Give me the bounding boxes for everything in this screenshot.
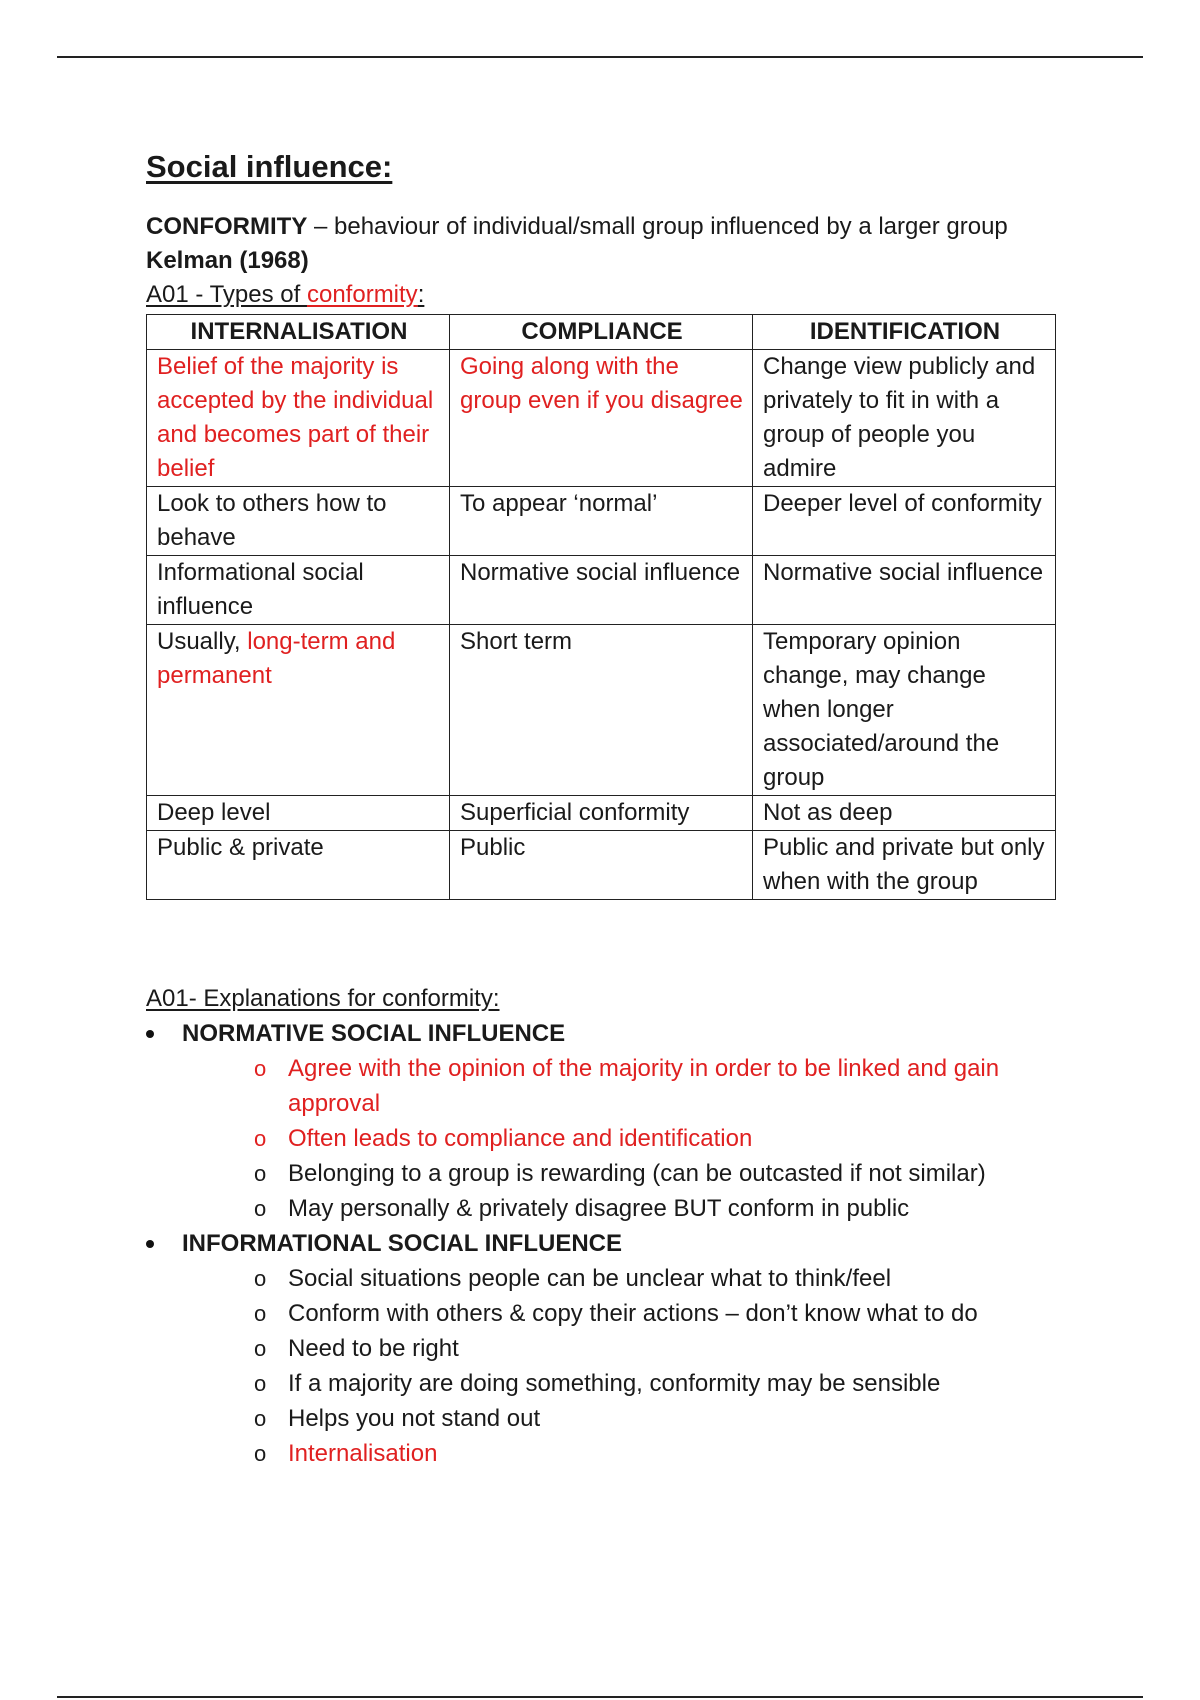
kelman-reference: Kelman (1968): [146, 247, 309, 274]
table-cell: Going along with the group even if you disagree: [450, 350, 753, 487]
table-cell: [147, 625, 450, 796]
table-cell: Public & private: [147, 831, 450, 900]
types-heading-red: conformity: [306, 281, 418, 308]
table-cell: Deep level: [147, 796, 450, 831]
bullet-icon: [146, 1240, 154, 1248]
table-header-row: [147, 315, 1056, 350]
list-item-text: Need to be right: [288, 1335, 459, 1362]
list-item-text: Helps you not stand out: [288, 1405, 541, 1432]
list-item-text: If a majority are doing something, conformity may be sensible: [288, 1370, 941, 1397]
circle-bullet-icon: o: [254, 1266, 267, 1291]
table-cell: Public: [450, 831, 753, 900]
table-cell-text: Usually,: [157, 628, 248, 655]
types-heading-suffix: :: [417, 281, 425, 308]
table-cell: Normative social influence: [450, 556, 753, 625]
table-cell: Belief of the majority is accepted by the individual and becomes part of their belief: [147, 350, 450, 487]
list-item: [254, 1261, 1066, 1296]
footer-rule: [57, 1696, 1143, 1698]
list-item-normative: [146, 1016, 1066, 1226]
circle-bullet-icon: o: [254, 1126, 267, 1151]
table-cell: Not as deep: [753, 796, 1056, 831]
list-item: [254, 1436, 1066, 1471]
normative-label: NORMATIVE SOCIAL INFLUENCE: [182, 1020, 566, 1047]
list-item-text: Agree with the opinion of the majority in order to be linked and gain approval: [288, 1055, 1000, 1117]
circle-bullet-icon: o: [254, 1406, 267, 1431]
conformity-definition-text: – behaviour of individual/small group influenced by a larger group: [307, 213, 1008, 240]
table-cell: Informational social influence: [147, 556, 450, 625]
list-item-text: Often leads to compliance and identification: [288, 1125, 753, 1152]
circle-bullet-icon: o: [254, 1371, 267, 1396]
list-item-text: Belonging to a group is rewarding (can be outcasted if not similar): [288, 1160, 986, 1187]
list-item-text: Social situations people can be unclear what to think/feel: [288, 1265, 892, 1292]
types-heading: [146, 278, 1066, 312]
table-cell: Change view publicly and privately to fit in with a group of people you admire: [753, 350, 1056, 487]
list-item: [254, 1366, 1066, 1401]
spacer: [146, 900, 1066, 982]
document-page: [146, 146, 1066, 1471]
list-item: [254, 1401, 1066, 1436]
table-row: [147, 487, 1056, 556]
page-title: Social influence:: [146, 149, 393, 184]
list-item: [254, 1331, 1066, 1366]
explanations-heading: A01- Explanations for conformity:: [146, 985, 500, 1012]
circle-bullet-icon: o: [254, 1196, 267, 1221]
informational-label: INFORMATIONAL SOCIAL INFLUENCE: [182, 1230, 622, 1257]
table-cell: Short term: [450, 625, 753, 796]
circle-bullet-icon: o: [254, 1161, 267, 1186]
list-item: [254, 1191, 1066, 1226]
header-identification: IDENTIFICATION: [753, 315, 1056, 350]
circle-bullet-icon: o: [254, 1301, 267, 1326]
types-heading-prefix: A01 - Types of: [146, 281, 307, 308]
header-internalisation: INTERNALISATION: [147, 315, 450, 350]
circle-bullet-icon: o: [254, 1441, 267, 1466]
informational-sublist: [182, 1261, 1066, 1471]
list-item: [254, 1296, 1066, 1331]
list-item: [254, 1051, 1066, 1121]
conformity-definition: [146, 210, 1066, 244]
table-row: [147, 625, 1056, 796]
list-item: [254, 1121, 1066, 1156]
list-item-text: Internalisation: [288, 1440, 438, 1467]
table-row: [147, 556, 1056, 625]
circle-bullet-icon: o: [254, 1336, 267, 1361]
table-row: [147, 796, 1056, 831]
explanations-list: [146, 1016, 1066, 1471]
table-cell: Look to others how to behave: [147, 487, 450, 556]
header-rule: [57, 56, 1143, 58]
table-cell: Normative social influence: [753, 556, 1056, 625]
table-row: [147, 831, 1056, 900]
circle-bullet-icon: o: [254, 1056, 267, 1081]
conformity-term: CONFORMITY: [146, 213, 308, 240]
list-item-informational: [146, 1226, 1066, 1471]
list-item: [254, 1156, 1066, 1191]
table-cell: Public and private but only when with the group: [753, 831, 1056, 900]
header-compliance: COMPLIANCE: [450, 315, 753, 350]
table-cell-red-text: long-term and permanent: [157, 628, 396, 689]
bullet-icon: [146, 1030, 154, 1038]
list-item-text: May personally & privately disagree BUT conform in public: [288, 1195, 910, 1222]
table-cell: Deeper level of conformity: [753, 487, 1056, 556]
table-cell: Temporary opinion change, may change when longer associated/around the group: [753, 625, 1056, 796]
table-row: [147, 350, 1056, 487]
normative-sublist: [182, 1051, 1066, 1226]
table-cell: To appear ‘normal’: [450, 487, 753, 556]
table-cell: Superficial conformity: [450, 796, 753, 831]
conformity-types-table: [146, 314, 1056, 900]
list-item-text: Conform with others & copy their actions – don’t know what to do: [288, 1300, 978, 1327]
